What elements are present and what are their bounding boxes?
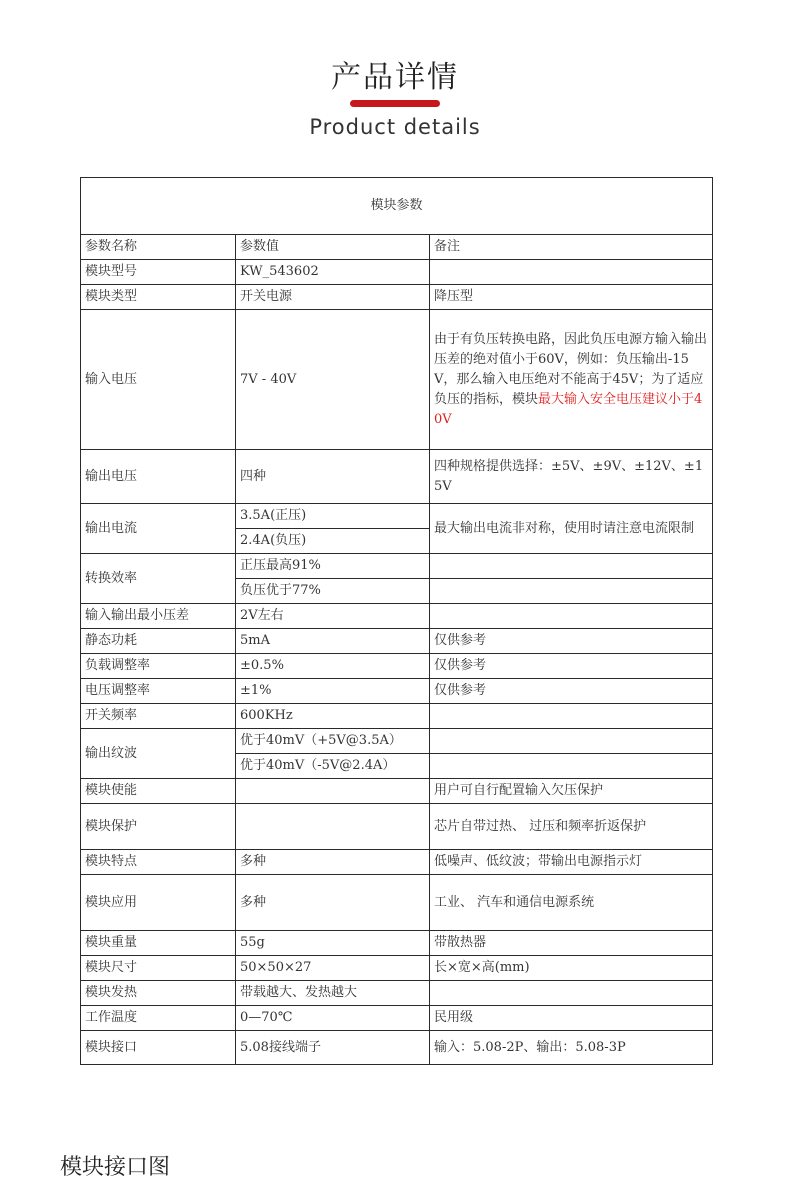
param-note: 输入：5.08-2P、输出：5.08-3P [430,1031,713,1065]
param-name: 工作温度 [81,1006,236,1031]
param-value [236,779,430,804]
param-value: 2.4A(负压) [236,529,430,554]
param-note [430,754,713,779]
param-note: 四种规格提供选择：±5V、±9V、±12V、±15V [430,450,713,504]
table-row [81,956,713,981]
param-value: 55g [236,931,430,956]
table-header-row [81,235,713,260]
table-row [81,285,713,310]
module-parameters-table [80,177,713,1065]
param-name: 负载调整率 [81,654,236,679]
input-voltage-note: 由于有负压转换电路，因此负压电源方输入输出压差的绝对值小于60V，例如：负压输出-15V，那么输入电压绝对不能高于45V；为了适应负压的指标，模块 [434,331,708,407]
param-name: 模块重量 [81,931,236,956]
param-name: 模块特点 [81,850,236,875]
param-value [236,804,430,850]
param-value: ±1% [236,679,430,704]
param-note [430,579,713,604]
param-name: 输入输出最小压差 [81,604,236,629]
param-note [430,604,713,629]
param-note: 带散热器 [430,931,713,956]
param-note: 民用级 [430,1006,713,1031]
table-row [81,931,713,956]
param-name: 输入电压 [81,310,236,450]
header-note: 备注 [430,235,713,260]
page-subtitle: Product details [309,115,481,139]
param-value: 3.5A(正压) [236,504,430,529]
param-name: 模块类型 [81,285,236,310]
param-value: 优于40mV（+5V@3.5A） [236,729,430,754]
table-caption-row [81,178,713,235]
param-note: 工业、 汽车和通信电源系统 [430,875,713,931]
param-name: 模块尺寸 [81,956,236,981]
param-value: KW_543602 [236,260,430,285]
param-value: 5.08接线端子 [236,1031,430,1065]
param-value: 2V左右 [236,604,430,629]
param-note [430,260,713,285]
param-note [430,554,713,579]
param-note: 最大输出电流非对称，使用时请注意电流限制 [430,504,713,554]
table-row [81,310,713,450]
param-value: 0—70℃ [236,1006,430,1031]
param-value: 7V - 40V [236,310,430,450]
param-value: 开关电源 [236,285,430,310]
table-row [81,260,713,285]
param-name: 转换效率 [81,554,236,604]
param-name: 输出电流 [81,504,236,554]
param-note: 低噪声、低纹波；带输出电源指示灯 [430,850,713,875]
param-name: 模块保护 [81,804,236,850]
table-row [81,729,713,754]
param-name: 模块型号 [81,260,236,285]
param-name: 模块接口 [81,1031,236,1065]
param-name: 模块发热 [81,981,236,1006]
table-row [81,779,713,804]
param-note [430,981,713,1006]
table-row [81,679,713,704]
param-note: 长×宽×高(mm) [430,956,713,981]
table-row [81,504,713,529]
param-value: 多种 [236,850,430,875]
param-name: 静态功耗 [81,629,236,654]
param-value: 50×50×27 [236,956,430,981]
table-row [81,850,713,875]
table-row [81,450,713,504]
param-value: 带载越大、发热越大 [236,981,430,1006]
param-value: ±0.5% [236,654,430,679]
param-note [430,310,713,450]
param-note: 仅供参考 [430,629,713,654]
param-name: 模块使能 [81,779,236,804]
table-row [81,1006,713,1031]
param-value: 600KHz [236,704,430,729]
page-title: 产品详情 [331,60,459,95]
param-note: 仅供参考 [430,679,713,704]
header-value: 参数值 [236,235,430,260]
interface-diagram-heading: 模块接口图 [60,1155,171,1180]
param-value: 多种 [236,875,430,931]
param-name: 输出电压 [81,450,236,504]
param-value: 四种 [236,450,430,504]
param-name: 输出纹波 [81,729,236,779]
table-row [81,654,713,679]
param-name: 开关频率 [81,704,236,729]
header-name: 参数名称 [81,235,236,260]
table-row [81,981,713,1006]
param-note [430,704,713,729]
param-note: 用户可自行配置输入欠压保护 [430,779,713,804]
param-note: 降压型 [430,285,713,310]
param-value: 优于40mV（-5V@2.4A） [236,754,430,779]
table-row [81,875,713,931]
param-value: 正压最高91% [236,554,430,579]
table-row [81,704,713,729]
param-note [430,729,713,754]
table-caption: 模块参数 [81,178,713,235]
param-value: 5mA [236,629,430,654]
param-note: 芯片自带过热、 过压和频率折返保护 [430,804,713,850]
table-row [81,554,713,579]
param-name: 电压调整率 [81,679,236,704]
table-row [81,629,713,654]
table-row [81,604,713,629]
title-accent-bar [350,100,440,107]
table-row [81,1031,713,1065]
param-value: 负压优于77% [236,579,430,604]
table-row [81,804,713,850]
param-note: 仅供参考 [430,654,713,679]
param-name: 模块应用 [81,875,236,931]
input-voltage-warning: 最大输入安全电压建议小于40V [434,391,703,427]
